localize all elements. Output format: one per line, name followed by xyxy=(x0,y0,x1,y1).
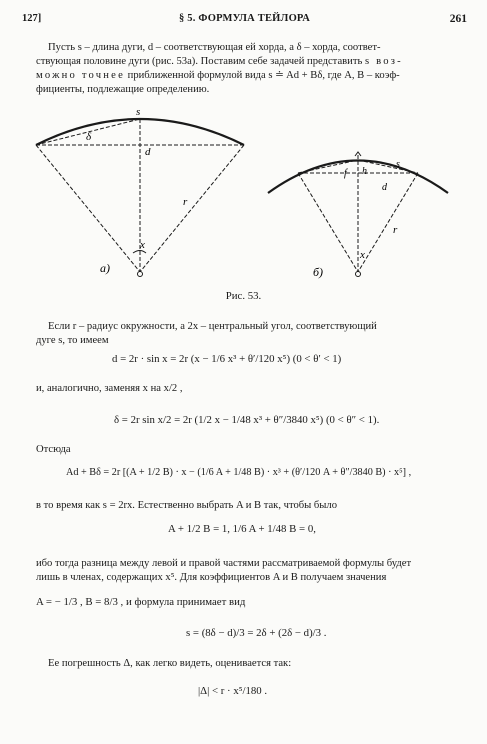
equation-7: |Δ| < r · x⁵/180 . xyxy=(198,685,268,697)
p3: в то время как s = 2rx. Естественно выбрать A и B так, чтобы было xyxy=(36,500,337,511)
equation-3: Ad + Bδ = 2r [(A + 1/2 B) · x − (1/6 A + 1/48 B) · x³ + (θ′/120 A + θ″/3840 B) · x⁵] , xyxy=(66,467,412,478)
radius-left-a xyxy=(36,145,140,272)
label-f-b: f xyxy=(344,168,347,179)
label-fig-a: a) xyxy=(100,261,110,275)
label-s-b: s xyxy=(396,159,400,170)
center-point-b xyxy=(356,272,361,277)
equation-6: s = (8δ − d)/3 = 2δ + (2δ − d)/3 . xyxy=(186,627,327,639)
label-delta-a: δ xyxy=(86,131,92,143)
spaced-phrase-1: s воз- xyxy=(364,56,403,67)
hence: Отсюда xyxy=(36,444,71,455)
page-ref-left: 127] xyxy=(22,13,42,24)
intro-line-3: можно точнее приближенной формулой вида s ≐ Ad + Bδ, где A, B – коэф- xyxy=(36,70,400,81)
spaced-phrase-2: можно точнее xyxy=(36,70,125,81)
radius-left-b xyxy=(298,173,358,272)
label-x-a: x xyxy=(140,239,145,251)
intro-line-1: Пусть s – длина дуги, d – соответствующая ей хорда, а δ – хорда, соответ- xyxy=(48,42,381,53)
p5: Ее погрешность Δ, как легко видеть, оценивается так: xyxy=(48,658,292,669)
p4-line-2: лишь в членах, содержащих x⁵. Для коэффициентов A и B получаем значения xyxy=(36,572,387,583)
intro-line-2: ствующая половине дуги (рис. 53а). Поставим себе задачей представить s воз- xyxy=(36,56,403,67)
label-fig-b: б) xyxy=(313,265,324,279)
intro-line-4: фициенты, подлежащие определению. xyxy=(36,84,210,95)
equation-1: d = 2r · sin x = 2r (x − 1/6 x³ + θ′/120 x⁵) (0 < θ′ < 1) xyxy=(112,353,342,365)
label-r-a: r xyxy=(183,196,188,208)
p2-line-2: дуге s, то имеем xyxy=(36,335,109,346)
page-number: 261 xyxy=(449,13,467,25)
label-x-b: x xyxy=(360,249,365,261)
radius-right-a xyxy=(140,145,244,272)
radius-right-b xyxy=(358,173,418,272)
label-d-b: d xyxy=(382,182,387,193)
center-point-a xyxy=(138,272,143,277)
label-h-b: h xyxy=(362,166,367,177)
and-similarly: и, аналогично, заменяя x на x/2 , xyxy=(36,383,183,394)
figure-b xyxy=(268,152,448,277)
label-d-a: d xyxy=(145,146,151,158)
p2-line-1: Если r – радиус окружности, а 2x – центральный угол, соответствующий xyxy=(48,321,377,332)
label-r-b: r xyxy=(393,224,398,236)
equation-4: A + 1/2 B = 1, 1/6 A + 1/48 B = 0, xyxy=(168,523,316,535)
equation-2: δ = 2r sin x/2 = 2r (1/2 x − 1/48 x³ + θ″/3840 x⁵) (0 < θ″ < 1). xyxy=(114,414,380,426)
figure-53 xyxy=(0,0,487,300)
p4-line-1: ибо тогда разница между левой и правой частями рассматриваемой формулы будет xyxy=(36,558,412,569)
label-s-a: s xyxy=(136,106,141,118)
figure-a xyxy=(36,119,244,277)
equation-5-text: и формула принимает вид xyxy=(125,596,246,608)
equation-5: A = − 1/3 , B = 8/3 , и формула принимает вид xyxy=(36,596,246,608)
figure-caption: Рис. 53. xyxy=(225,290,262,302)
section-title: § 5. ФОРМУЛА ТЕЙЛОРА xyxy=(179,13,310,24)
